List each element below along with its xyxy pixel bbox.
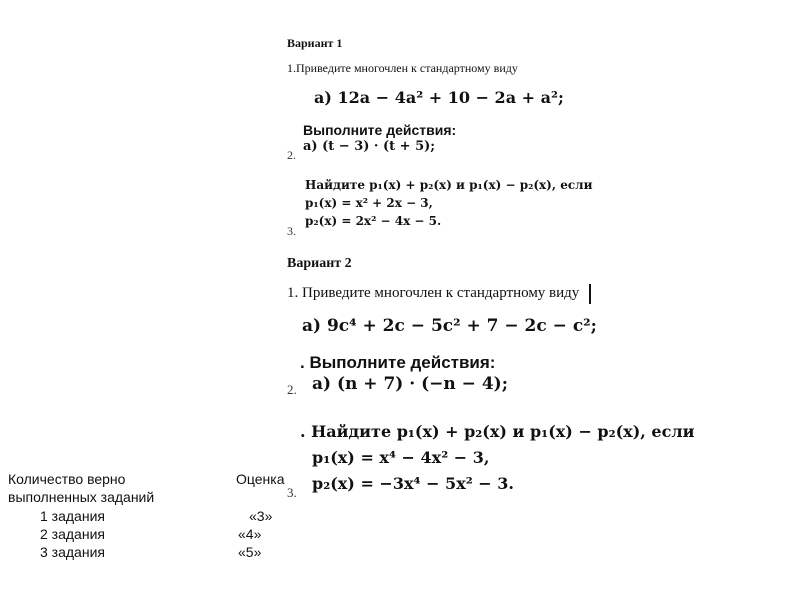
grading-grade-header: Оценка — [236, 471, 285, 487]
variant2-task2-expression: а) (n + 7) · (−n − 4); — [312, 374, 508, 394]
grading-row-grade: «4» — [238, 526, 262, 542]
grading-row-count: 1 задания — [40, 508, 105, 524]
variant2-task3-label: . Найдите p₁(x) + p₂(x) и p₁(x) − p₂(x), если — [300, 422, 695, 441]
variant2-task3-p1: p₁(x) = x⁴ − 4x² − 3, — [312, 448, 490, 467]
variant1-task2-label: Выполните действия: — [303, 122, 457, 138]
variant1-task2-number: 2. — [287, 148, 296, 162]
variant2-task3-p2: p₂(x) = −3x⁴ − 5x² − 3. — [312, 474, 514, 493]
variant2-task1-expression: а) 9c⁴ + 2c − 5c² + 7 − 2c − c²; — [302, 316, 597, 336]
grading-row-grade: «3» — [249, 508, 273, 524]
grading-row-count: 2 задания — [40, 526, 105, 542]
grading-row-count: 3 задания — [40, 544, 105, 560]
variant2-task3-number: 3. — [287, 485, 297, 500]
grading-row-grade: «5» — [238, 544, 262, 560]
grading-count-header-line2: выполненных заданий — [8, 489, 155, 505]
variant1-task3-label: Найдите p₁(x) + p₂(x) и p₁(x) − p₂(x), если — [305, 178, 593, 192]
variant1-task1: 1.Приведите многочлен к стандартному виду — [287, 61, 518, 75]
variant2-task1: 1. Приведите многочлен к стандартному виду — [287, 285, 580, 301]
grading-count-header-line1: Количество верно — [8, 471, 126, 487]
variant2-task2-number: 2. — [287, 382, 297, 397]
variant1-task1-expression: а) 12a − 4a² + 10 − 2a + a²; — [314, 88, 564, 107]
variant1-task3-number: 3. — [287, 224, 296, 238]
variant2-task2-label: . Выполните действия: — [300, 353, 496, 372]
variant1-task3-p1: p₁(x) = x² + 2x − 3, — [305, 196, 433, 210]
variant1-task2-expression: а) (t − 3) · (t + 5); — [303, 139, 436, 154]
text-cursor — [589, 284, 591, 304]
variant2-title: Вариант 2 — [287, 256, 352, 271]
variant1-title: Вариант 1 — [287, 36, 343, 50]
variant1-task3-p2: p₂(x) = 2x² − 4x − 5. — [305, 214, 442, 228]
